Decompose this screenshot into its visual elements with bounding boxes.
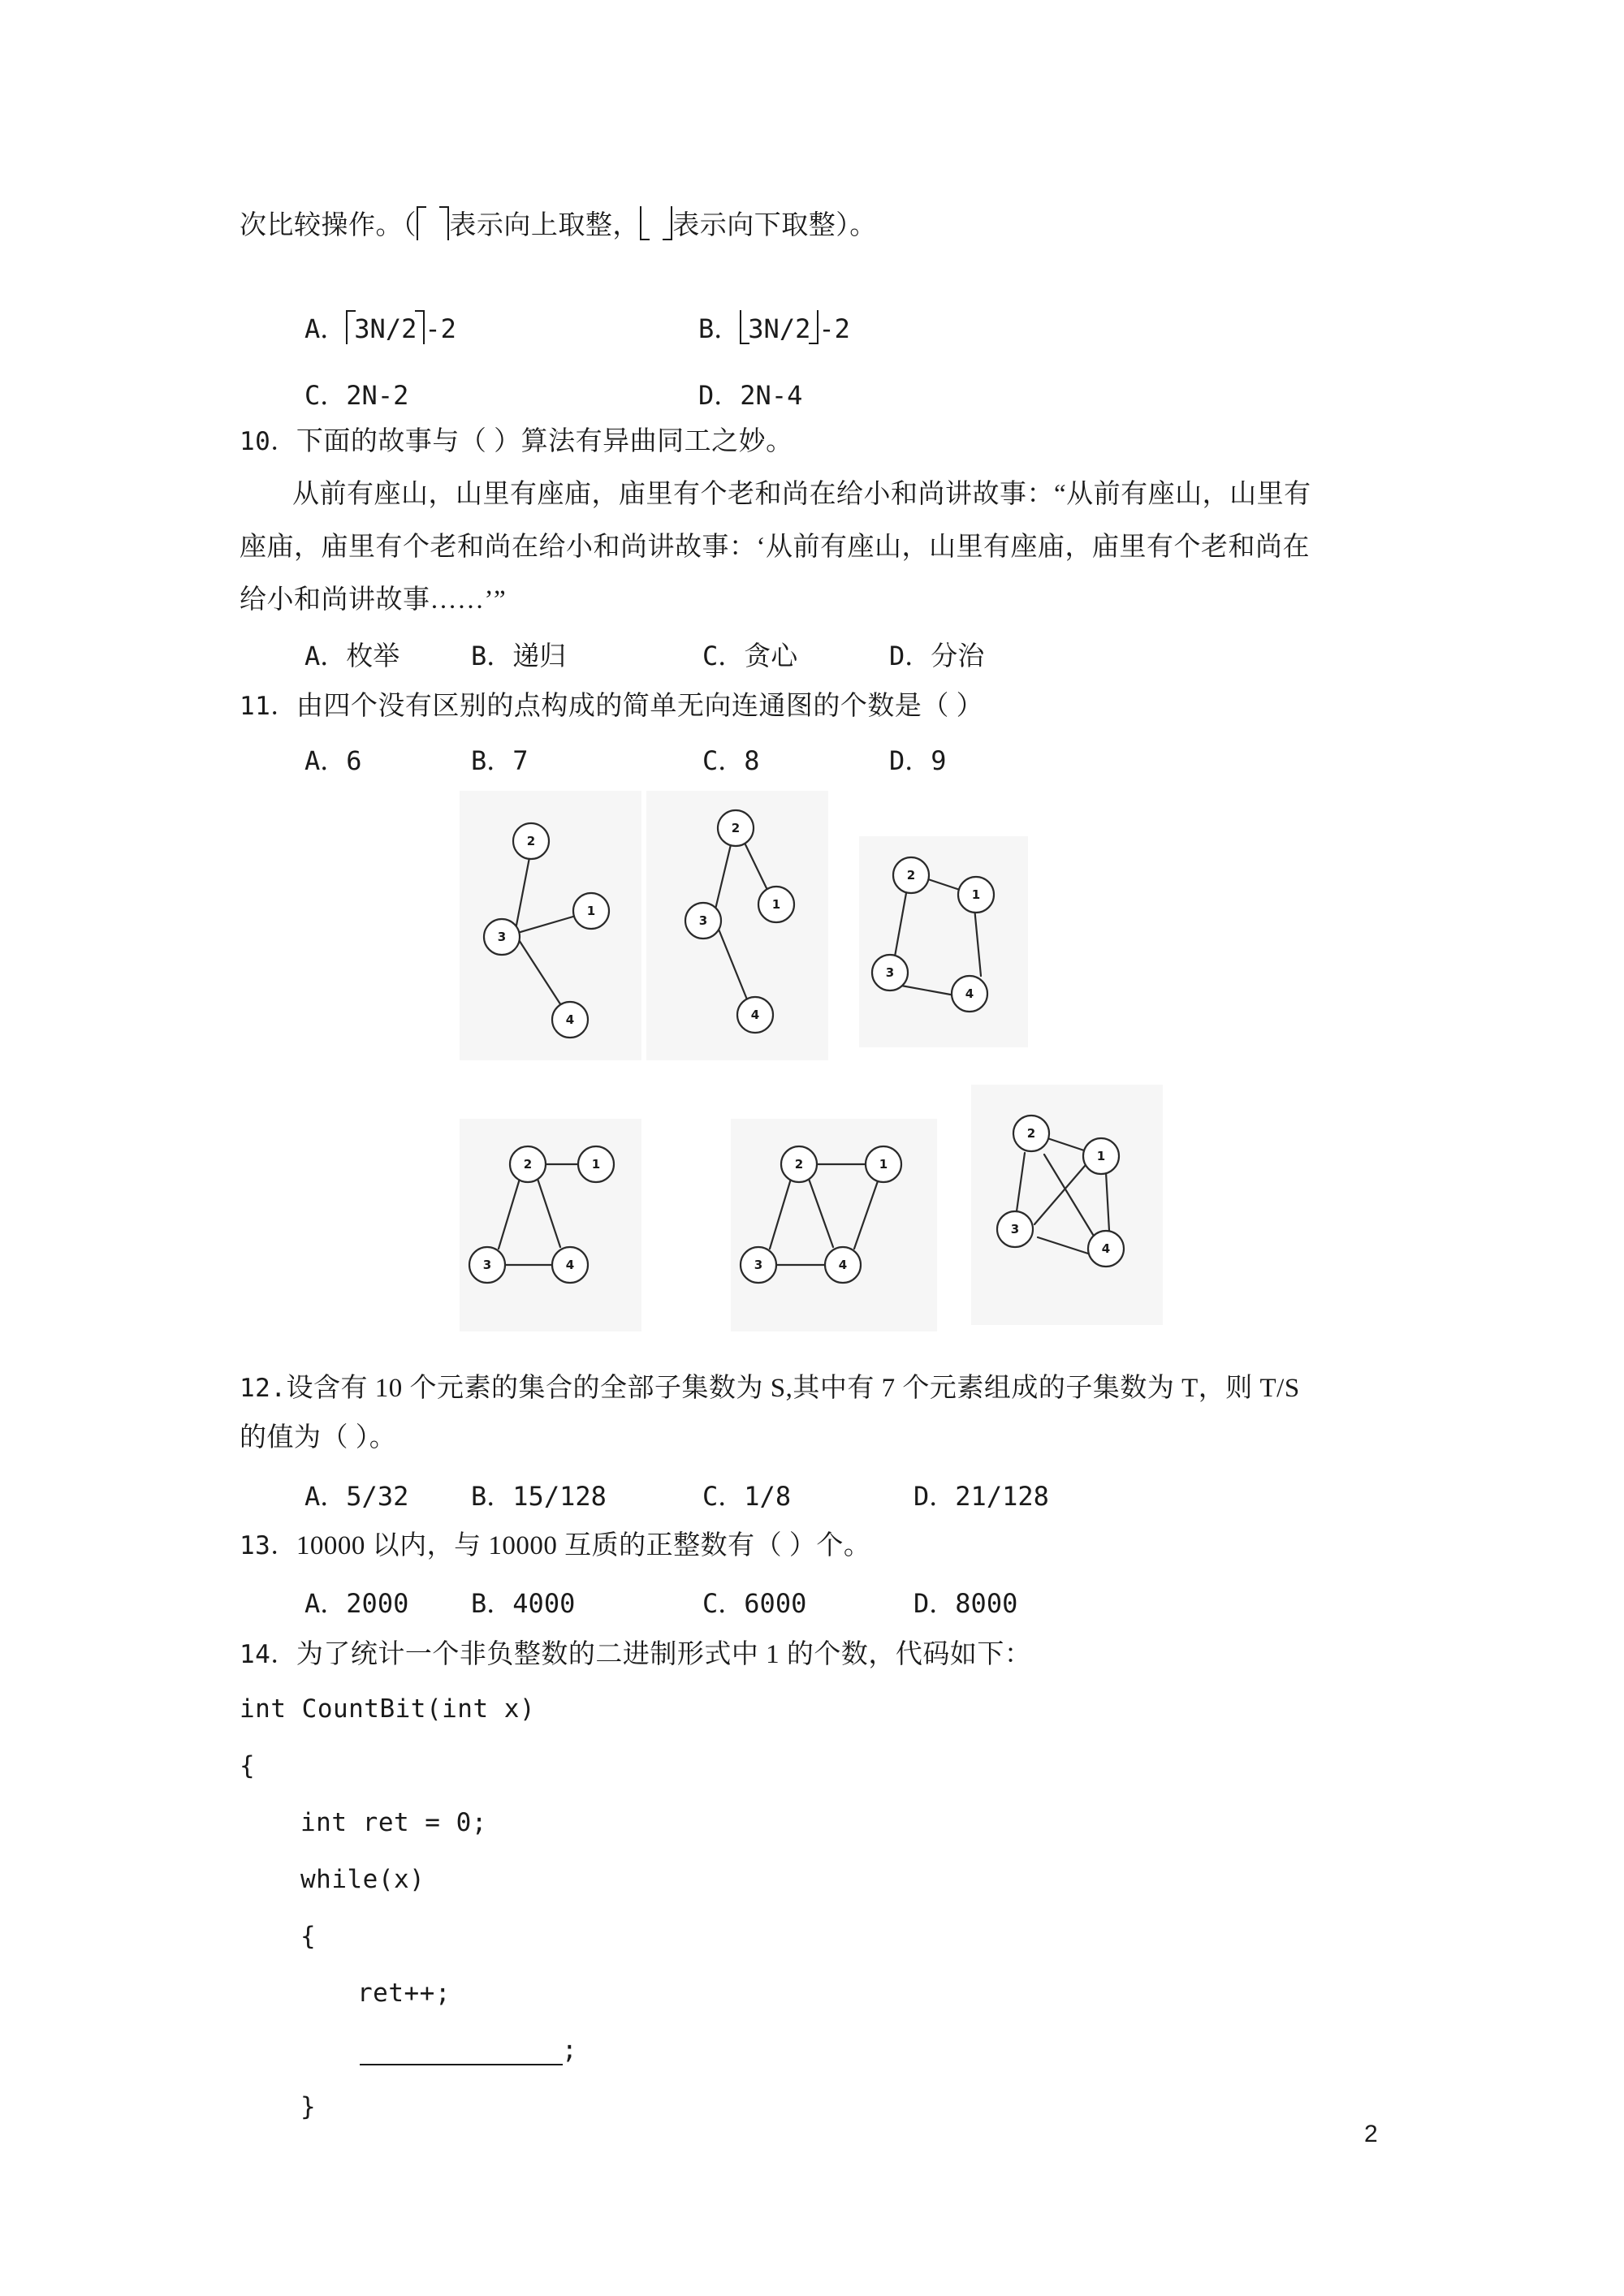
graph-node-2 — [1013, 1116, 1049, 1151]
q10-option-d-label: D． — [889, 641, 931, 671]
answer-blank-underline[interactable] — [360, 2064, 563, 2065]
q12-number: 12. — [240, 1374, 287, 1403]
q9-option-row-2 — [240, 375, 1417, 412]
q13-option-d-text: 8000 — [955, 1588, 1018, 1619]
q11-option-d[interactable] — [889, 740, 947, 778]
q11-option-a-text: 6 — [346, 745, 362, 776]
q12-option-a-text: 5/32 — [346, 1481, 409, 1512]
page-number: 2 — [1364, 2121, 1378, 2147]
graph-node-4 — [825, 1247, 861, 1283]
ceiling-bracket-icon — [417, 209, 449, 240]
svg-text:4: 4 — [965, 986, 974, 1001]
graph-node-2 — [513, 823, 549, 859]
code-line-while: while(x) — [300, 1865, 425, 1894]
q11-option-c-label: C． — [702, 745, 745, 776]
q13-option-b-label: B． — [471, 1588, 513, 1619]
continuation-text-a: 次比较操作。（ — [240, 211, 417, 240]
q10-number: 10． — [240, 427, 296, 456]
continuation-text-c: 表示向下取整）。 — [672, 211, 877, 240]
q13-option-row — [240, 1583, 1417, 1621]
q13-stem-text: 10000 以内，与 10000 互质的正整数有（ ）个。 — [296, 1531, 871, 1560]
graph-node-1 — [1083, 1138, 1119, 1174]
svg-text:3: 3 — [1010, 1222, 1020, 1236]
q9-option-b-expr: 3N/2 — [748, 313, 811, 344]
q12-stem-line-2: 的值为（ ）。 — [240, 1423, 397, 1452]
complete-graph-svg — [971, 1085, 1163, 1325]
q9-option-a-label: A． — [304, 313, 347, 344]
q12-option-a[interactable] — [304, 1476, 408, 1513]
code-line-inner-open-brace: { — [300, 1922, 317, 1951]
svg-text:1: 1 — [879, 1157, 888, 1172]
q10-option-row — [240, 635, 1417, 672]
graph-node-4 — [1088, 1231, 1124, 1267]
q10-story-line-3: 给小和尚讲故事……’” — [240, 585, 507, 615]
q13-option-c[interactable] — [702, 1583, 806, 1621]
graph-node-1 — [758, 887, 794, 922]
q12-option-row — [240, 1476, 1417, 1513]
graph-panel-triangle-pendant — [460, 1119, 641, 1331]
q10-option-a-label: A． — [304, 641, 347, 671]
svg-text:4: 4 — [565, 1012, 575, 1027]
graph-node-1 — [866, 1146, 901, 1182]
q10-option-d-text: 分治 — [931, 642, 985, 671]
q14-stem — [240, 1638, 1031, 1670]
q13-option-a[interactable] — [304, 1583, 408, 1621]
q11-option-a[interactable] — [304, 740, 362, 778]
graph-node-3 — [685, 903, 721, 939]
q13-number: 13． — [240, 1531, 296, 1560]
q9-option-b[interactable] — [698, 309, 850, 346]
graph-panel-diamond — [731, 1119, 937, 1331]
svg-text:4: 4 — [1101, 1241, 1111, 1256]
q12-option-d-text: 21/128 — [955, 1481, 1049, 1512]
q9-option-a[interactable] — [304, 309, 456, 346]
q13-option-a-text: 2000 — [346, 1588, 409, 1619]
q10-stem-text: 下面的故事与（ ）算法有异曲同工之妙。 — [296, 427, 793, 456]
svg-text:4: 4 — [750, 1008, 760, 1022]
q11-stem-text: 由四个没有区别的点构成的简单无向连通图的个数是（ ） — [296, 692, 984, 721]
q9-option-a-expr: 3N/2 — [354, 313, 417, 344]
svg-text:3: 3 — [885, 965, 895, 980]
graph-node-3 — [741, 1247, 776, 1283]
svg-text:4: 4 — [838, 1258, 848, 1272]
q11-option-row — [240, 740, 1417, 778]
q10-option-b-label: B． — [471, 641, 513, 671]
q10-stem — [240, 425, 793, 457]
q9-option-row-1 — [240, 309, 1417, 346]
q14-number: 14． — [240, 1640, 296, 1669]
code-line-ret-increment: ret++; — [357, 1979, 451, 2008]
q9-option-d[interactable] — [698, 375, 802, 412]
q12-option-d-label: D． — [914, 1481, 956, 1512]
q12-stem-text-1: 设含有 10 个元素的集合的全部子集数为 S,其中有 7 个元素组成的子集数为 T，则 T/S — [286, 1374, 1300, 1403]
q9-option-a-ceiling-expr — [346, 313, 425, 344]
code-line-open-brace: { — [240, 1751, 256, 1780]
floor-bracket-icon — [640, 209, 672, 240]
graph-node-2 — [718, 810, 754, 846]
q12-option-d[interactable] — [914, 1476, 1049, 1513]
svg-text:1: 1 — [591, 1157, 601, 1172]
graph-panel-complete — [971, 1085, 1163, 1325]
graph-node-1 — [578, 1146, 614, 1182]
svg-text:3: 3 — [482, 1258, 492, 1272]
q12-option-b[interactable] — [471, 1476, 607, 1513]
code-line-blank-semicolon: ; — [562, 2035, 578, 2065]
path-graph-svg — [646, 791, 828, 1060]
q11-number: 11． — [240, 692, 296, 721]
q10-story-line-1: 从前有座山，山里有座庙，庙里有个老和尚在给小和尚讲故事：“从前有座山，山里有 — [292, 480, 1311, 509]
graph-node-2 — [510, 1146, 546, 1182]
graph-node-3 — [872, 955, 908, 990]
q11-stem — [240, 690, 983, 722]
q9-option-c-value: 2N-2 — [346, 380, 409, 411]
q13-option-a-label: A． — [304, 1588, 347, 1619]
q10-option-c-text: 贪心 — [744, 642, 798, 671]
q11-option-c-text: 8 — [744, 745, 760, 776]
q13-option-d-label: D． — [914, 1588, 956, 1619]
q9-option-a-tail: -2 — [425, 313, 456, 344]
graph-panel-path — [646, 791, 828, 1060]
q11-option-c[interactable] — [702, 740, 760, 778]
q10-option-b[interactable] — [471, 635, 566, 673]
q11-option-b-text: 7 — [512, 745, 529, 776]
q11-option-b[interactable] — [471, 740, 529, 778]
q12-option-c-text: 1/8 — [744, 1481, 792, 1512]
q12-option-b-text: 15/128 — [512, 1481, 607, 1512]
code-line-declare-ret: int ret = 0; — [300, 1808, 487, 1837]
graph-node-2 — [781, 1146, 817, 1182]
svg-text:2: 2 — [523, 1157, 533, 1172]
graph-node-4 — [552, 1002, 588, 1038]
graph-node-1 — [958, 877, 994, 913]
graph-node-2 — [893, 857, 929, 893]
svg-text:2: 2 — [906, 868, 916, 883]
q9-option-b-label: B． — [698, 313, 741, 344]
q10-story-line-2: 座庙，庙里有个老和尚在给小和尚讲故事：‘从前有座山，山里有座庙，庙里有个老和尚在 — [240, 533, 1310, 562]
q11-option-d-label: D． — [889, 745, 931, 776]
q11-option-d-text: 9 — [931, 745, 947, 776]
q10-option-a-text: 枚举 — [346, 642, 400, 671]
graph-node-4 — [552, 1247, 588, 1283]
graph-panel-cycle — [859, 836, 1028, 1047]
svg-text:2: 2 — [1026, 1126, 1036, 1141]
q9-option-d-label: D． — [698, 380, 741, 411]
q10-option-a[interactable] — [304, 635, 400, 673]
graph-node-4 — [952, 976, 987, 1012]
graph-node-3 — [484, 919, 520, 955]
q12-option-c-label: C． — [702, 1481, 745, 1512]
q14-stem-text: 为了统计一个非负整数的二进制形式中 1 的个数，代码如下： — [296, 1640, 1032, 1669]
q10-option-c[interactable] — [702, 635, 797, 673]
q10-option-b-text: 递归 — [512, 642, 567, 671]
graph-panel-star — [460, 791, 641, 1060]
svg-text:2: 2 — [526, 834, 536, 848]
q10-option-c-label: C． — [702, 641, 745, 671]
q13-stem — [240, 1530, 870, 1561]
svg-text:4: 4 — [565, 1258, 575, 1272]
graph-node-3 — [997, 1211, 1033, 1247]
star-graph-svg — [460, 791, 641, 1060]
q9-option-b-tail: -2 — [818, 313, 850, 344]
svg-text:3: 3 — [698, 913, 708, 928]
svg-text:2: 2 — [731, 821, 741, 835]
q11-option-a-label: A． — [304, 745, 347, 776]
q13-option-b-text: 4000 — [512, 1588, 576, 1619]
q13-option-c-label: C． — [702, 1588, 745, 1619]
graph-node-4 — [737, 997, 773, 1033]
q9-option-d-value: 2N-4 — [740, 380, 803, 411]
q12-option-c[interactable] — [702, 1476, 791, 1513]
svg-text:3: 3 — [497, 930, 507, 944]
continuation-line — [240, 209, 877, 241]
diamond-graph-svg — [731, 1119, 937, 1331]
graph-node-1 — [573, 893, 609, 929]
q10-option-d[interactable] — [889, 635, 984, 673]
q12-option-b-label: B． — [471, 1481, 513, 1512]
code-line-inner-close-brace: } — [300, 2092, 317, 2121]
graph-node-3 — [469, 1247, 505, 1283]
svg-text:1: 1 — [586, 904, 596, 918]
svg-text:1: 1 — [1096, 1149, 1106, 1163]
q12-stem-line-1 — [240, 1372, 1300, 1404]
svg-text:3: 3 — [754, 1258, 763, 1272]
q9-option-c[interactable] — [304, 375, 408, 412]
cycle-graph-svg — [859, 836, 1028, 1047]
q9-option-c-label: C． — [304, 380, 347, 411]
svg-text:1: 1 — [771, 897, 781, 912]
q13-option-d[interactable] — [914, 1583, 1017, 1621]
q9-option-b-floor-expr — [740, 313, 818, 344]
q11-option-b-label: B． — [471, 745, 513, 776]
svg-text:1: 1 — [971, 887, 981, 902]
continuation-text-b: 表示向上取整， — [449, 211, 640, 240]
code-line-signature: int CountBit(int x) — [240, 1694, 536, 1724]
triangle-pendant-graph-svg — [460, 1119, 641, 1331]
svg-text:2: 2 — [794, 1157, 804, 1172]
q13-option-b[interactable] — [471, 1583, 575, 1621]
q12-option-a-label: A． — [304, 1481, 347, 1512]
q13-option-c-text: 6000 — [744, 1588, 807, 1619]
